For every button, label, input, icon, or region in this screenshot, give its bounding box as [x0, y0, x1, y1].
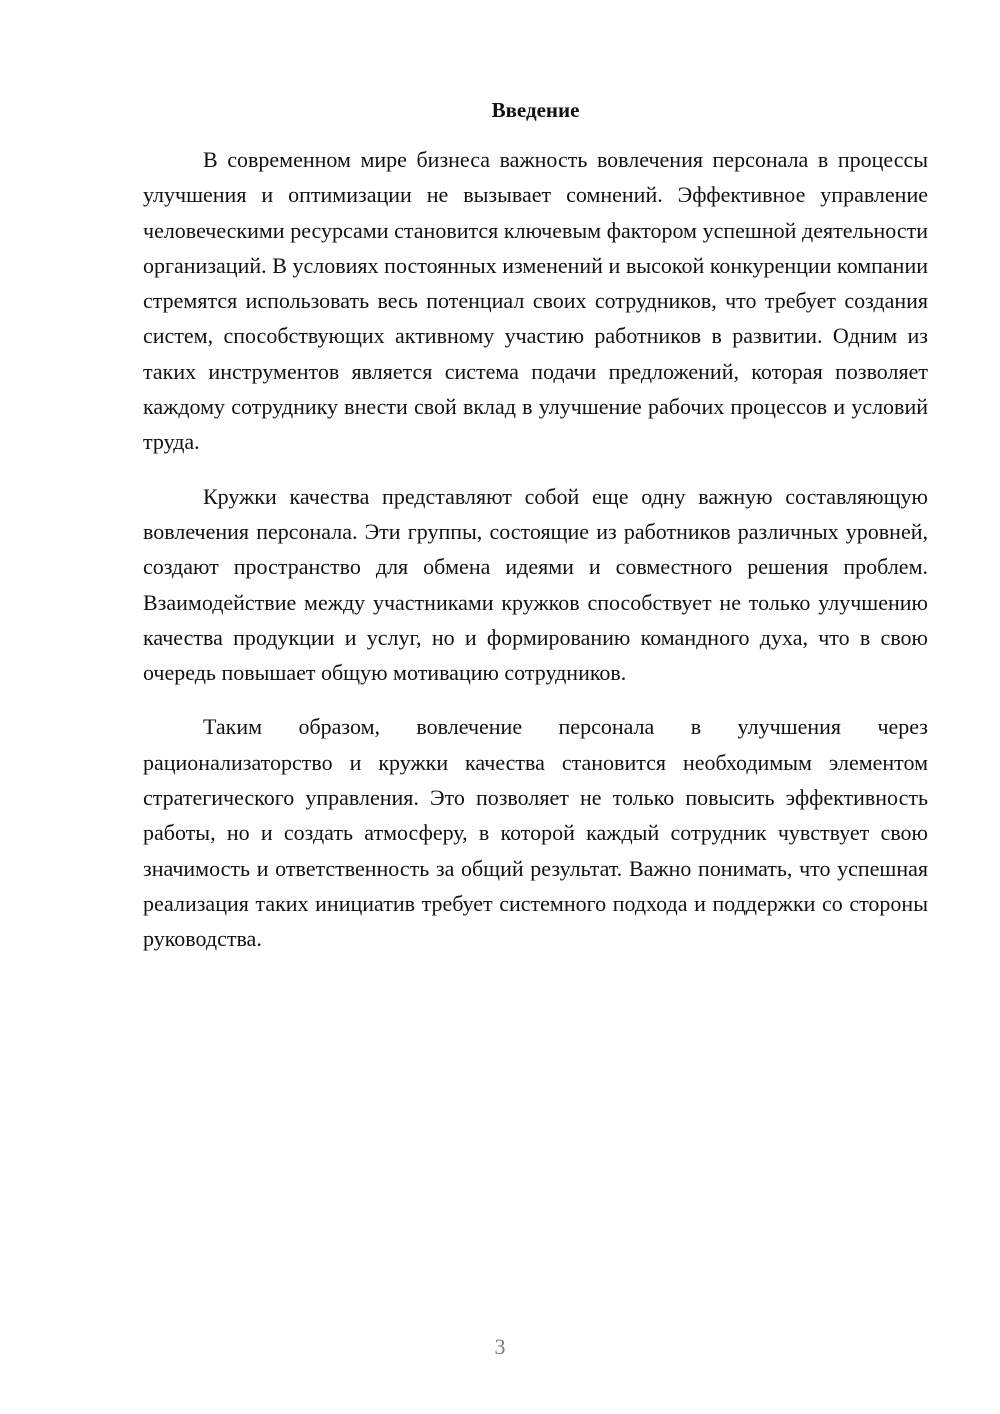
page-number: 3: [494, 1334, 506, 1359]
paragraph-2: Кружки качества представляют собой еще одну важную составляющую вовлечения персонала. Эти группы, состоящие из работников различных уровней, создают пространство для обмена идеями и совместного решения проблем. Взаимодействие между участниками кружков способствует не только улучшению качества продукции и услуг, но и формированию командного духа, что в свою очередь повышает общую мотивацию сотрудников.: [143, 483, 928, 686]
paragraph-1: В современном мире бизнеса важность вовлечения персонала в процессы улучшения и оптимизации не вызывает сомнений. Эффективное управление человеческими ресурсами становится ключевым фактором успешной деятельности организаций. В условиях постоянных изменений и высокой конкуренции компании стремятся использовать весь потенциал своих сотрудников, что требует создания систем, способствующих активному участию работников в развитии. Одним из таких инструментов является система подачи предложений, которая позволяет каждому сотруднику внести свой вклад в улучшение рабочих процессов и условий труда.: [143, 147, 928, 455]
paragraph-3: Таким образом, вовлечение персонала в улучшения через рационализаторство и кружки качества становится необходимым элементом стратегического управления. Это позволяет не только повысить эффективность работы, но и создать атмосферу, в которой каждый сотрудник чувствует свою значимость и ответственность за общий результат. Важно понимать, что успешная реализация таких инициатив требует системного подхода и поддержки со стороны руководства.: [143, 714, 928, 952]
body-text: [143, 142, 928, 976]
page-title: Введение: [491, 98, 580, 122]
